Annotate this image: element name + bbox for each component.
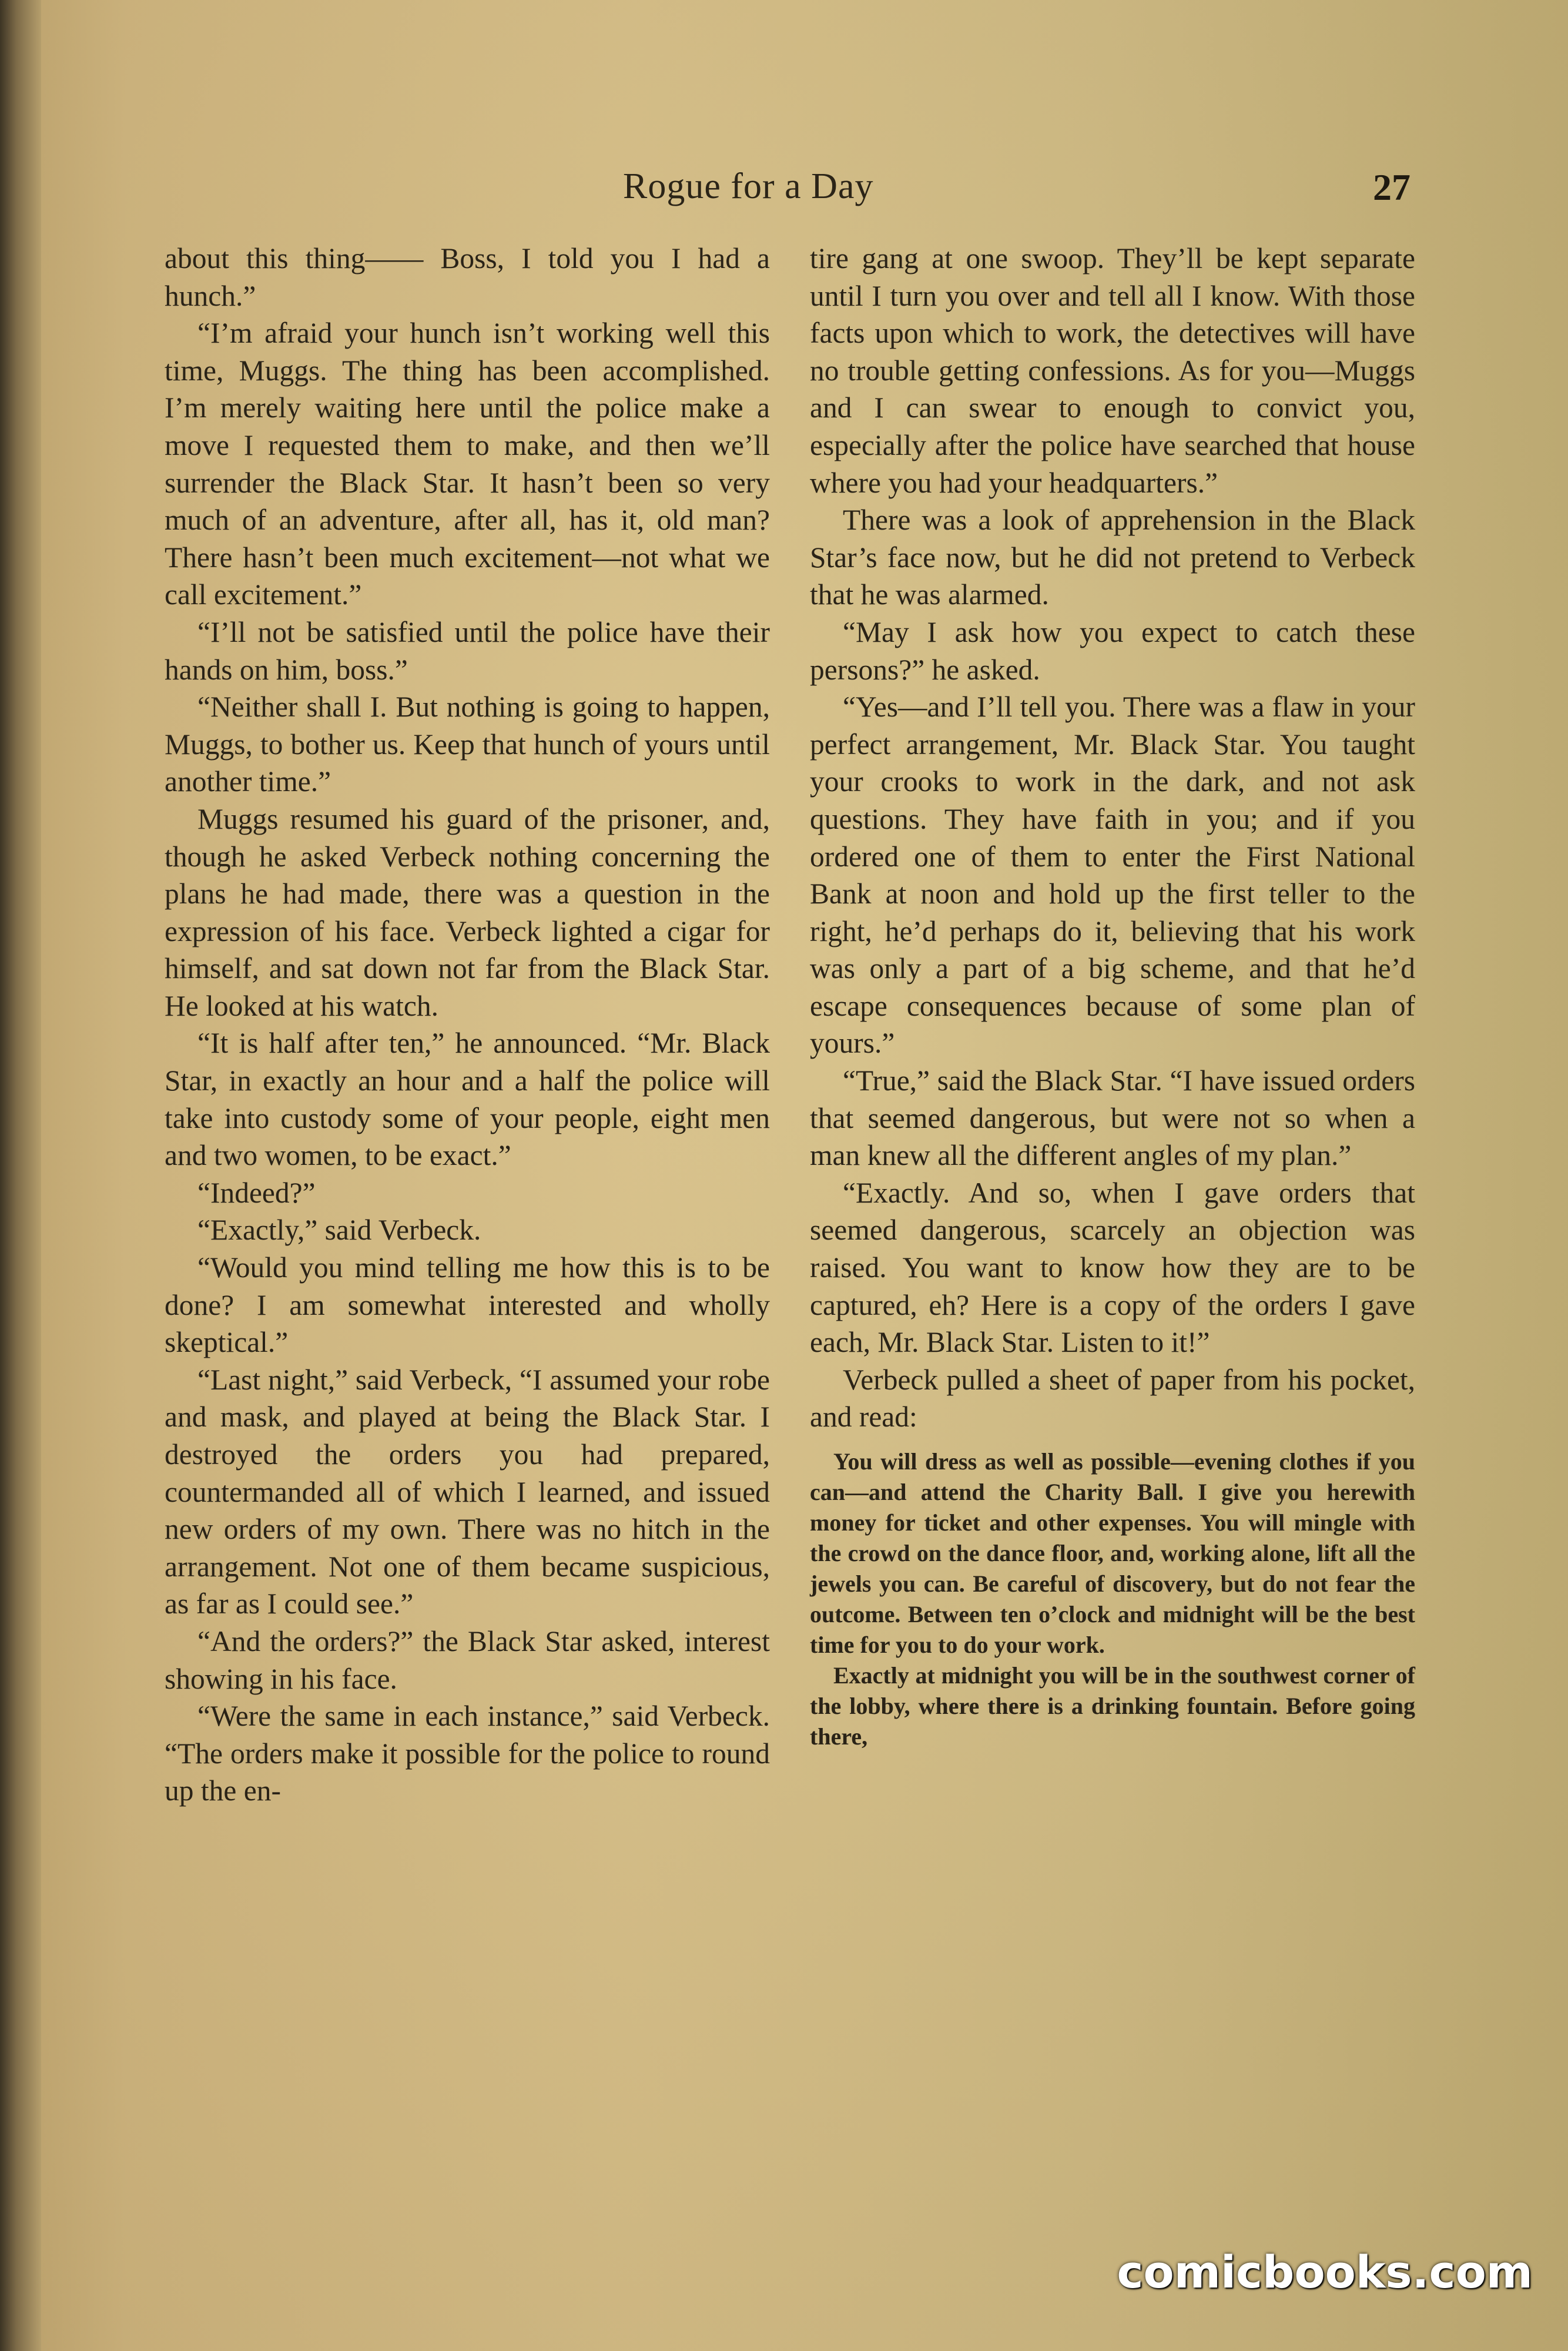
orders-paragraph: Exactly at midnight you will be in the southwest corner of the lobby, where there is a drinking fountain. Before going there, [810,1662,1415,1750]
paragraph: “Exactly,” said Verbeck. [197,1214,481,1247]
paragraph: “Last night,” said Verbeck, “I assumed your robe and mask, and played at being the Black Star. I destroyed the orders you had prepared, countermanded all of which I learned, and issued new orders of my own. There was no hitch in the arrangement. Not one of them became suspicious, as far as I could see.” [165,1363,770,1620]
paragraph: “Yes—and I’ll tell you. There was a flaw in your perfect arrangement, Mr. Black Star. You taught your crooks to work in the dark, and not ask questions. They have faith in you; and if you ordered one of them to enter the First National Bank at noon and hold up the first teller to the right, he’d perhaps do it, believing that his work was only a part of a big scheme, and that he’d escape consequences because of some plan of yours.” [810,691,1415,1060]
page-spine-shadow [0,0,41,2351]
left-column [165,240,770,1810]
paragraph: “I’m afraid your hunch isn’t working well this time, Muggs. The thing has been accomplished. I’m merely waiting here until the police make a move I requested them to make, and then we’ll surrender the Black Star. It hasn’t been so very much of an adventure, after all, has it, old man? There hasn’t been much excitement—not what we call excitement.” [165,317,770,611]
paragraph: “I’ll not be satisfied until the police have their hands on him, boss.” [165,615,770,686]
paragraph: Verbeck pulled a sheet of paper from his pocket, and read: [810,1363,1415,1434]
paragraph: “True,” said the Black Star. “I have issued orders that seemed dangerous, but were not so when a man knew all the different angles of my plan.” [810,1064,1415,1172]
quoted-orders [810,1446,1415,1752]
paragraph: “Were the same in each instance,” said Verbeck. “The orders make it possible for the police to round up the en- [165,1700,770,1807]
paragraph: “Exactly. And so, when I gave orders that seemed dangerous, scarcely an objection was raised. You want to know how they are to be captured, eh? Here is a copy of the orders I gave each, Mr. Black Star. Listen to it!” [810,1176,1415,1359]
paragraph: “It is half after ten,” he announced. “Mr. Black Star, in exactly an hour and a half the police will take into custody some of your people, eight men and two women, to be exact.” [165,1027,770,1172]
page-header [623,166,1410,219]
orders-paragraph: You will dress as well as possible—evening clothes if you can—and attend the Charity Ball. I give you herewith money for ticket and other expenses. You will mingle with the crowd on the dance floor, and, working alone, lift all the jewels you can. Be careful of discovery, but do not fear the outcome. Between ten o’clock and midnight will be the best time for you to do your work. [810,1448,1415,1658]
paragraph: “And the orders?” the Black Star asked, interest showing in his face. [165,1625,770,1695]
running-title: Rogue for a Day [623,166,874,206]
paragraph: There was a look of apprehension in the Black Star’s face now, but he did not pretend to Verbeck that he was alarmed. [810,504,1415,611]
paragraph: “Indeed?” [197,1176,316,1209]
paragraph: tire gang at one swoop. They’ll be kept separate until I turn you over and tell all I know. With those facts upon which to work, the detectives will have no trouble getting confessions. As for you—Muggs and I can swear to enough to convict you, especially after the police have searched that house where you had your headquarters.” [810,242,1415,499]
paragraph: Muggs resumed his guard of the prisoner, and, though he asked Verbeck nothing concerning the plans he had made, there was a question in the expression of his face. Verbeck lighted a cigar for himself, and sat down not far from the Black Star. He looked at his watch. [165,802,770,1022]
page-number: 27 [1373,166,1410,208]
paragraph: “Would you mind telling me how this is to be done? I am somewhat interested and wholly skeptical.” [165,1251,770,1359]
right-column [810,240,1415,1752]
watermark: comicbooks.com [1117,2246,1533,2298]
paragraph: about this thing—— Boss, I told you I had a hunch.” [165,242,770,312]
paragraph: “May I ask how you expect to catch these persons?” he asked. [810,615,1415,686]
paragraph: “Neither shall I. But nothing is going to happen, Muggs, to bother us. Keep that hunch of yours until another time.” [165,691,770,798]
